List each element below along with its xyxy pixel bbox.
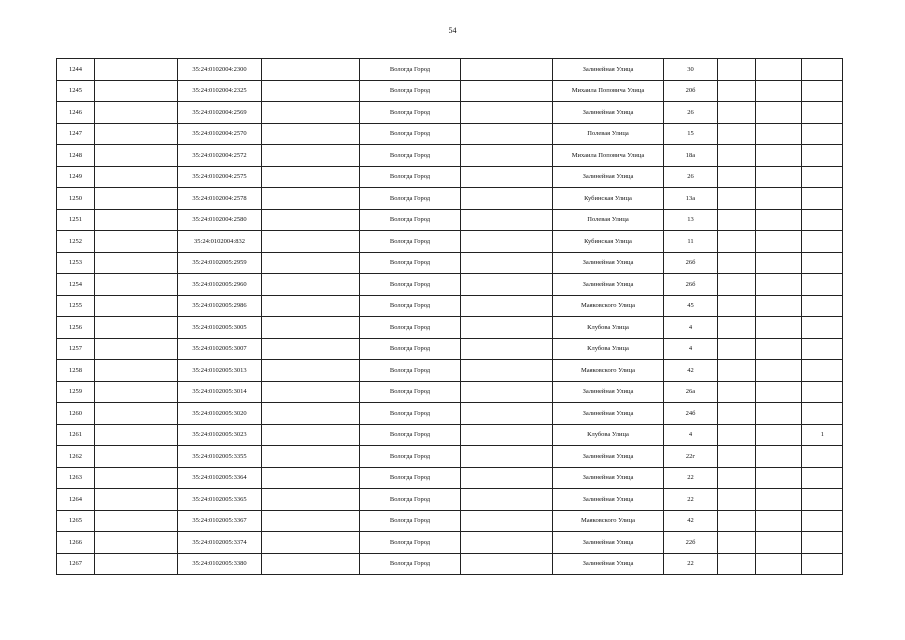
- city-cell: Вологда Город: [360, 231, 461, 253]
- empty-cell: [756, 338, 802, 360]
- empty-cell: [262, 553, 360, 575]
- empty-cell: [718, 295, 756, 317]
- empty-cell: [756, 553, 802, 575]
- house-number-cell: 4: [664, 424, 718, 446]
- flag-cell: [802, 252, 843, 274]
- city-cell: Вологда Город: [360, 338, 461, 360]
- street-cell: Полевая Улица: [553, 123, 664, 145]
- flag-cell: [802, 467, 843, 489]
- row-number-cell: 1245: [57, 80, 95, 102]
- flag-cell: [802, 123, 843, 145]
- street-cell: Залинейная Улица: [553, 532, 664, 554]
- empty-cell: [718, 231, 756, 253]
- empty-cell: [756, 381, 802, 403]
- empty-cell: [461, 102, 553, 124]
- city-cell: Вологда Город: [360, 489, 461, 511]
- house-number-cell: 18а: [664, 145, 718, 167]
- page-number: 54: [448, 26, 457, 35]
- empty-cell: [756, 80, 802, 102]
- empty-cell: [461, 553, 553, 575]
- city-cell: Вологда Город: [360, 424, 461, 446]
- street-cell: Залинейная Улица: [553, 381, 664, 403]
- city-cell: Вологда Город: [360, 80, 461, 102]
- house-number-cell: 45: [664, 295, 718, 317]
- house-number-cell: 13а: [664, 188, 718, 210]
- city-cell: Вологда Город: [360, 510, 461, 532]
- street-cell: Михаила Поповича Улица: [553, 80, 664, 102]
- table-row: [57, 231, 843, 253]
- cadastral-number-cell: 35:24:0102004:2572: [178, 145, 262, 167]
- empty-cell: [718, 145, 756, 167]
- empty-cell: [461, 252, 553, 274]
- city-cell: Вологда Город: [360, 145, 461, 167]
- cadastral-number-cell: 35:24:0102005:3023: [178, 424, 262, 446]
- row-number-cell: 1267: [57, 553, 95, 575]
- flag-cell: [802, 274, 843, 296]
- table-row: [57, 489, 843, 511]
- empty-cell: [262, 424, 360, 446]
- empty-cell: [756, 59, 802, 81]
- cadastral-number-cell: 35:24:0102005:3364: [178, 467, 262, 489]
- empty-cell: [262, 403, 360, 425]
- empty-cell: [756, 231, 802, 253]
- house-number-cell: 42: [664, 360, 718, 382]
- empty-cell: [756, 145, 802, 167]
- empty-cell: [718, 59, 756, 81]
- flag-cell: [802, 510, 843, 532]
- empty-cell: [756, 102, 802, 124]
- row-number-cell: 1259: [57, 381, 95, 403]
- empty-cell: [718, 274, 756, 296]
- table-row: [57, 553, 843, 575]
- city-cell: Вологда Город: [360, 188, 461, 210]
- table-row: [57, 209, 843, 231]
- street-cell: Залинейная Улица: [553, 102, 664, 124]
- empty-cell: [756, 274, 802, 296]
- table-row: [57, 381, 843, 403]
- table-row: [57, 145, 843, 167]
- table-row: [57, 467, 843, 489]
- house-number-cell: 26а: [664, 381, 718, 403]
- row-number-cell: 1244: [57, 59, 95, 81]
- table-row: [57, 188, 843, 210]
- empty-cell: [756, 209, 802, 231]
- empty-cell: [95, 80, 178, 102]
- empty-cell: [461, 381, 553, 403]
- cadastral-number-cell: 35:24:0102005:2986: [178, 295, 262, 317]
- empty-cell: [718, 424, 756, 446]
- empty-cell: [95, 209, 178, 231]
- cadastral-number-cell: 35:24:0102004:2578: [178, 188, 262, 210]
- row-number-cell: 1252: [57, 231, 95, 253]
- table-row: [57, 424, 843, 446]
- street-cell: Залинейная Улица: [553, 252, 664, 274]
- flag-cell: [802, 80, 843, 102]
- empty-cell: [756, 403, 802, 425]
- empty-cell: [95, 489, 178, 511]
- cadastral-number-cell: 35:24:0102005:3365: [178, 489, 262, 511]
- table-row: [57, 360, 843, 382]
- empty-cell: [756, 489, 802, 511]
- table-row: [57, 295, 843, 317]
- empty-cell: [756, 317, 802, 339]
- flag-cell: [802, 446, 843, 468]
- street-cell: Клубова Улица: [553, 424, 664, 446]
- empty-cell: [262, 252, 360, 274]
- city-cell: Вологда Город: [360, 317, 461, 339]
- cadastral-number-cell: 35:24:0102004:832: [178, 231, 262, 253]
- city-cell: Вологда Город: [360, 102, 461, 124]
- empty-cell: [95, 446, 178, 468]
- house-number-cell: 13: [664, 209, 718, 231]
- flag-cell: [802, 489, 843, 511]
- row-number-cell: 1262: [57, 446, 95, 468]
- row-number-cell: 1254: [57, 274, 95, 296]
- empty-cell: [262, 381, 360, 403]
- empty-cell: [95, 123, 178, 145]
- cadastral-number-cell: 35:24:0102005:2960: [178, 274, 262, 296]
- row-number-cell: 1253: [57, 252, 95, 274]
- cadastral-number-cell: 35:24:0102004:2575: [178, 166, 262, 188]
- table-row: [57, 274, 843, 296]
- empty-cell: [461, 295, 553, 317]
- empty-cell: [718, 80, 756, 102]
- flag-cell: [802, 188, 843, 210]
- table-row: [57, 123, 843, 145]
- empty-cell: [756, 467, 802, 489]
- empty-cell: [262, 80, 360, 102]
- empty-cell: [718, 123, 756, 145]
- house-number-cell: 15: [664, 123, 718, 145]
- house-number-cell: 22: [664, 467, 718, 489]
- city-cell: Вологда Город: [360, 532, 461, 554]
- table-row: [57, 102, 843, 124]
- house-number-cell: 20б: [664, 80, 718, 102]
- house-number-cell: 4: [664, 338, 718, 360]
- house-number-cell: 26: [664, 102, 718, 124]
- empty-cell: [262, 360, 360, 382]
- house-number-cell: 11: [664, 231, 718, 253]
- cadastral-number-cell: 35:24:0102004:2580: [178, 209, 262, 231]
- empty-cell: [95, 360, 178, 382]
- empty-cell: [262, 338, 360, 360]
- flag-cell: [802, 166, 843, 188]
- empty-cell: [95, 166, 178, 188]
- table-row: [57, 403, 843, 425]
- empty-cell: [262, 317, 360, 339]
- empty-cell: [95, 145, 178, 167]
- flag-cell: [802, 553, 843, 575]
- row-number-cell: 1264: [57, 489, 95, 511]
- empty-cell: [718, 381, 756, 403]
- table-row: [57, 59, 843, 81]
- row-number-cell: 1265: [57, 510, 95, 532]
- empty-cell: [95, 553, 178, 575]
- street-cell: Маяковского Улица: [553, 295, 664, 317]
- empty-cell: [461, 446, 553, 468]
- empty-cell: [461, 360, 553, 382]
- table-row: [57, 338, 843, 360]
- cadastral-number-cell: 35:24:0102004:2325: [178, 80, 262, 102]
- empty-cell: [461, 403, 553, 425]
- empty-cell: [95, 188, 178, 210]
- house-number-cell: 22б: [664, 532, 718, 554]
- street-cell: Залинейная Улица: [553, 403, 664, 425]
- house-number-cell: 30: [664, 59, 718, 81]
- city-cell: Вологда Город: [360, 209, 461, 231]
- empty-cell: [262, 510, 360, 532]
- row-number-cell: 1247: [57, 123, 95, 145]
- empty-cell: [95, 381, 178, 403]
- row-number-cell: 1261: [57, 424, 95, 446]
- empty-cell: [262, 102, 360, 124]
- empty-cell: [461, 59, 553, 81]
- street-cell: Залинейная Улица: [553, 166, 664, 188]
- cadastral-number-cell: 35:24:0102005:3013: [178, 360, 262, 382]
- empty-cell: [461, 317, 553, 339]
- flag-cell: [802, 360, 843, 382]
- city-cell: Вологда Город: [360, 553, 461, 575]
- flag-cell: [802, 338, 843, 360]
- empty-cell: [95, 338, 178, 360]
- empty-cell: [718, 338, 756, 360]
- empty-cell: [262, 59, 360, 81]
- empty-cell: [756, 510, 802, 532]
- house-number-cell: 22: [664, 553, 718, 575]
- empty-cell: [262, 532, 360, 554]
- street-cell: Михаила Поповича Улица: [553, 145, 664, 167]
- cadastral-number-cell: 35:24:0102004:2569: [178, 102, 262, 124]
- street-cell: Залинейная Улица: [553, 553, 664, 575]
- house-number-cell: 4: [664, 317, 718, 339]
- empty-cell: [262, 295, 360, 317]
- cadastral-number-cell: 35:24:0102005:3367: [178, 510, 262, 532]
- empty-cell: [95, 102, 178, 124]
- registry-table: [56, 58, 843, 575]
- empty-cell: [262, 489, 360, 511]
- cadastral-number-cell: 35:24:0102005:3380: [178, 553, 262, 575]
- house-number-cell: 42: [664, 510, 718, 532]
- row-number-cell: 1246: [57, 102, 95, 124]
- table-row: [57, 532, 843, 554]
- table-row: [57, 252, 843, 274]
- empty-cell: [461, 145, 553, 167]
- street-cell: Маяковского Улица: [553, 510, 664, 532]
- street-cell: Залинейная Улица: [553, 446, 664, 468]
- empty-cell: [718, 403, 756, 425]
- row-number-cell: 1257: [57, 338, 95, 360]
- row-number-cell: 1266: [57, 532, 95, 554]
- empty-cell: [756, 360, 802, 382]
- cadastral-number-cell: 35:24:0102004:2300: [178, 59, 262, 81]
- city-cell: Вологда Город: [360, 403, 461, 425]
- empty-cell: [756, 188, 802, 210]
- empty-cell: [718, 467, 756, 489]
- empty-cell: [718, 166, 756, 188]
- empty-cell: [262, 123, 360, 145]
- flag-cell: [802, 317, 843, 339]
- row-number-cell: 1255: [57, 295, 95, 317]
- street-cell: Клубова Улица: [553, 338, 664, 360]
- empty-cell: [718, 188, 756, 210]
- cadastral-number-cell: 35:24:0102005:3355: [178, 446, 262, 468]
- cadastral-number-cell: 35:24:0102005:3007: [178, 338, 262, 360]
- flag-cell: [802, 532, 843, 554]
- city-cell: Вологда Город: [360, 59, 461, 81]
- house-number-cell: 22г: [664, 446, 718, 468]
- row-number-cell: 1250: [57, 188, 95, 210]
- table-row: [57, 317, 843, 339]
- empty-cell: [262, 166, 360, 188]
- cadastral-number-cell: 35:24:0102005:2959: [178, 252, 262, 274]
- city-cell: Вологда Город: [360, 274, 461, 296]
- cadastral-number-cell: 35:24:0102004:2570: [178, 123, 262, 145]
- empty-cell: [756, 532, 802, 554]
- empty-cell: [461, 467, 553, 489]
- empty-cell: [718, 360, 756, 382]
- house-number-cell: 26: [664, 166, 718, 188]
- empty-cell: [718, 489, 756, 511]
- house-number-cell: 24б: [664, 403, 718, 425]
- flag-cell: [802, 102, 843, 124]
- city-cell: Вологда Город: [360, 252, 461, 274]
- empty-cell: [262, 188, 360, 210]
- table-row: [57, 510, 843, 532]
- table-body: [57, 59, 843, 575]
- empty-cell: [95, 59, 178, 81]
- street-cell: Залинейная Улица: [553, 59, 664, 81]
- house-number-cell: 22: [664, 489, 718, 511]
- empty-cell: [756, 424, 802, 446]
- empty-cell: [718, 209, 756, 231]
- cadastral-number-cell: 35:24:0102005:3374: [178, 532, 262, 554]
- flag-cell: [802, 403, 843, 425]
- empty-cell: [756, 295, 802, 317]
- city-cell: Вологда Город: [360, 381, 461, 403]
- city-cell: Вологда Город: [360, 360, 461, 382]
- table-row: [57, 166, 843, 188]
- empty-cell: [262, 274, 360, 296]
- city-cell: Вологда Город: [360, 295, 461, 317]
- row-number-cell: 1251: [57, 209, 95, 231]
- empty-cell: [262, 231, 360, 253]
- street-cell: Кубинская Улица: [553, 231, 664, 253]
- city-cell: Вологда Город: [360, 166, 461, 188]
- cadastral-number-cell: 35:24:0102005:3020: [178, 403, 262, 425]
- house-number-cell: 26б: [664, 252, 718, 274]
- empty-cell: [461, 80, 553, 102]
- empty-cell: [461, 510, 553, 532]
- empty-cell: [262, 209, 360, 231]
- empty-cell: [95, 295, 178, 317]
- row-number-cell: 1260: [57, 403, 95, 425]
- empty-cell: [718, 446, 756, 468]
- flag-cell: [802, 59, 843, 81]
- street-cell: Клубова Улица: [553, 317, 664, 339]
- empty-cell: [756, 123, 802, 145]
- flag-cell: [802, 381, 843, 403]
- empty-cell: [262, 467, 360, 489]
- empty-cell: [95, 274, 178, 296]
- empty-cell: [718, 510, 756, 532]
- cadastral-number-cell: 35:24:0102005:3005: [178, 317, 262, 339]
- empty-cell: [461, 338, 553, 360]
- empty-cell: [95, 532, 178, 554]
- city-cell: Вологда Город: [360, 123, 461, 145]
- empty-cell: [718, 252, 756, 274]
- empty-cell: [95, 231, 178, 253]
- empty-cell: [718, 553, 756, 575]
- empty-cell: [756, 446, 802, 468]
- empty-cell: [461, 424, 553, 446]
- empty-cell: [461, 166, 553, 188]
- street-cell: Залинейная Улица: [553, 489, 664, 511]
- empty-cell: [461, 489, 553, 511]
- street-cell: Залинейная Улица: [553, 467, 664, 489]
- empty-cell: [262, 446, 360, 468]
- street-cell: Кубинская Улица: [553, 188, 664, 210]
- empty-cell: [95, 467, 178, 489]
- empty-cell: [461, 231, 553, 253]
- empty-cell: [461, 532, 553, 554]
- empty-cell: [756, 252, 802, 274]
- empty-cell: [461, 123, 553, 145]
- empty-cell: [461, 209, 553, 231]
- row-number-cell: 1263: [57, 467, 95, 489]
- empty-cell: [756, 166, 802, 188]
- row-number-cell: 1248: [57, 145, 95, 167]
- flag-cell: [802, 295, 843, 317]
- empty-cell: [95, 403, 178, 425]
- flag-cell: [802, 209, 843, 231]
- empty-cell: [718, 102, 756, 124]
- empty-cell: [262, 145, 360, 167]
- city-cell: Вологда Город: [360, 467, 461, 489]
- table-row: [57, 446, 843, 468]
- flag-cell: 1: [802, 424, 843, 446]
- row-number-cell: 1256: [57, 317, 95, 339]
- row-number-cell: 1258: [57, 360, 95, 382]
- street-cell: Маяковского Улица: [553, 360, 664, 382]
- empty-cell: [95, 252, 178, 274]
- table-row: [57, 80, 843, 102]
- city-cell: Вологда Город: [360, 446, 461, 468]
- empty-cell: [461, 188, 553, 210]
- street-cell: Залинейная Улица: [553, 274, 664, 296]
- empty-cell: [95, 317, 178, 339]
- empty-cell: [95, 424, 178, 446]
- row-number-cell: 1249: [57, 166, 95, 188]
- flag-cell: [802, 231, 843, 253]
- empty-cell: [95, 510, 178, 532]
- empty-cell: [718, 532, 756, 554]
- empty-cell: [718, 317, 756, 339]
- cadastral-number-cell: 35:24:0102005:3014: [178, 381, 262, 403]
- flag-cell: [802, 145, 843, 167]
- empty-cell: [461, 274, 553, 296]
- street-cell: Полевая Улица: [553, 209, 664, 231]
- house-number-cell: 26б: [664, 274, 718, 296]
